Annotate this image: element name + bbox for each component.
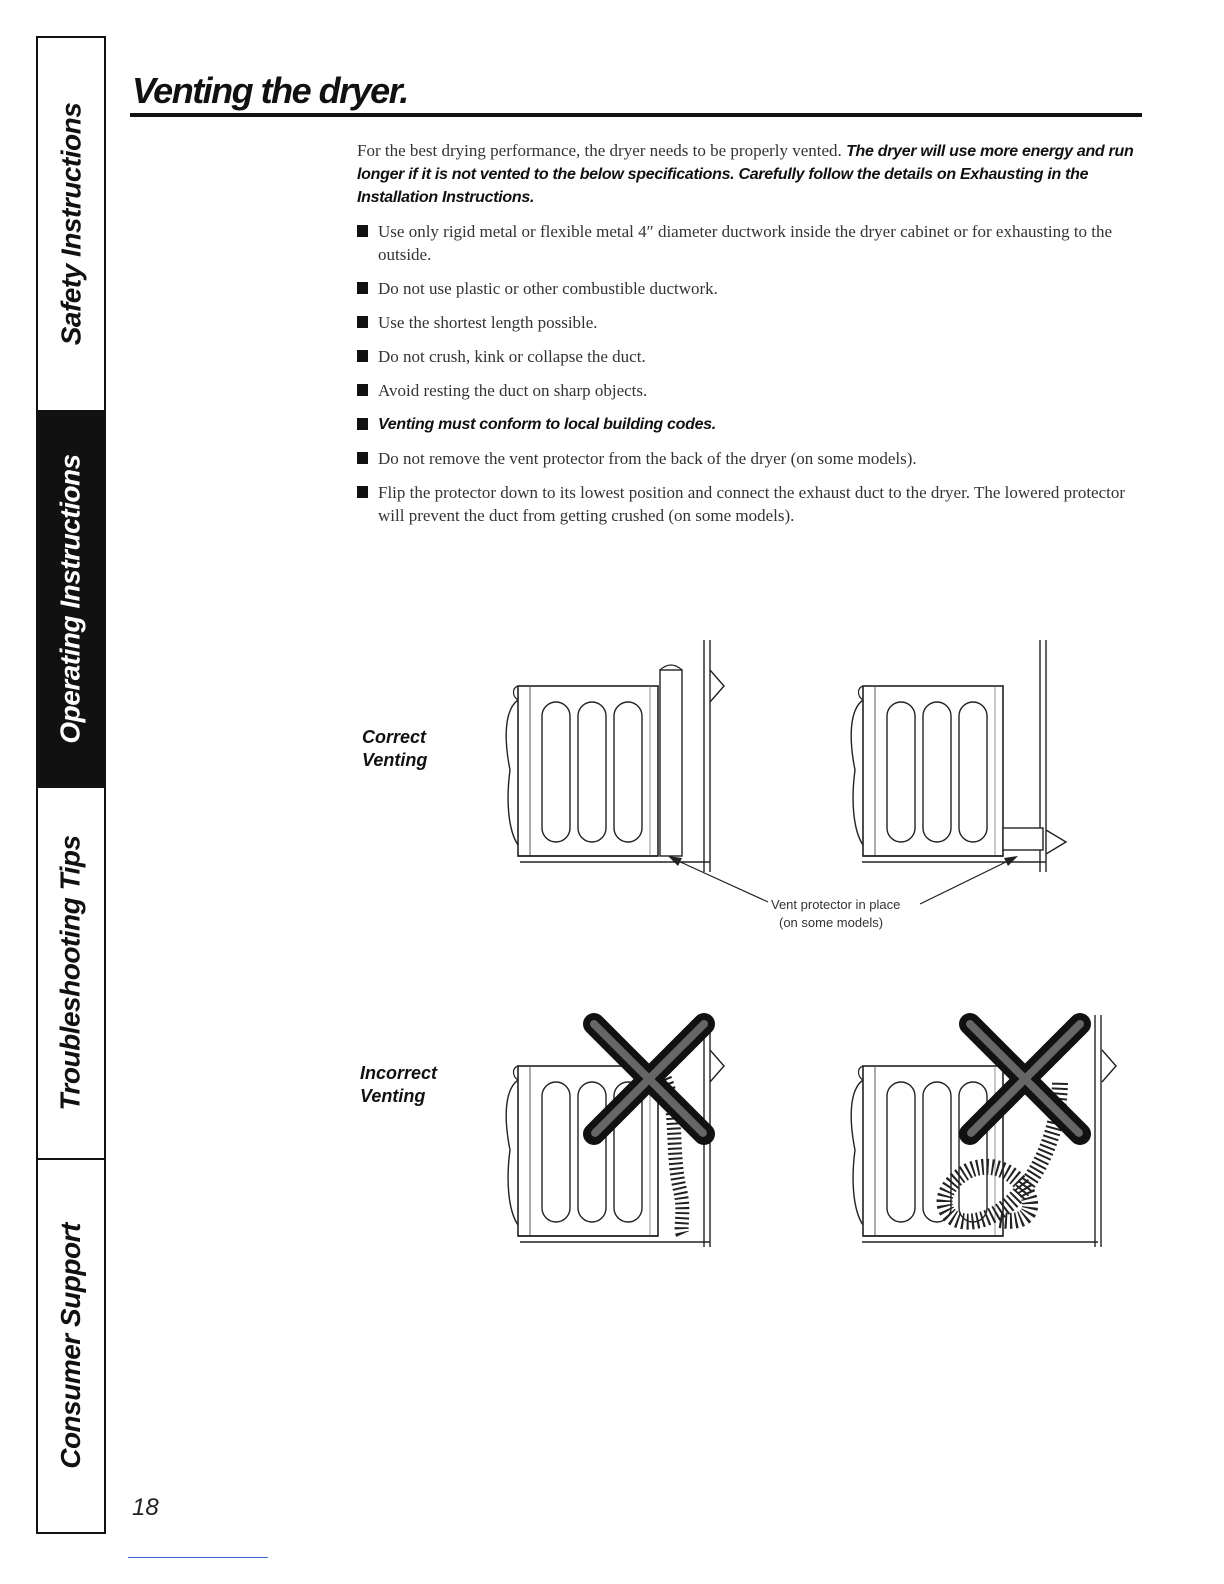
intro-paragraph — [357, 140, 1147, 209]
list-item — [357, 311, 1127, 334]
vent-protector-callout — [668, 856, 1018, 930]
list-item-text: Do not use plastic or other combustible ductwork. — [378, 279, 718, 298]
list-item — [357, 447, 1127, 470]
list-item — [357, 345, 1127, 368]
list-item-text: Do not remove the vent protector from the back of the dryer (on some models). — [378, 449, 917, 468]
list-item-text: Avoid resting the duct on sharp objects. — [378, 381, 648, 400]
incorrect-venting-left-illustration — [506, 1015, 724, 1247]
correct-venting-left-illustration — [506, 640, 724, 872]
bullet-square-icon — [357, 316, 368, 328]
bullet-square-icon — [357, 486, 368, 498]
tab-safety-instructions[interactable] — [38, 38, 104, 412]
venting-requirements-list — [357, 220, 1127, 538]
tab-troubleshooting-tips[interactable] — [38, 788, 104, 1160]
list-item — [357, 379, 1127, 402]
section-tab-bar — [36, 36, 106, 1534]
title-divider — [130, 113, 1142, 117]
correct-venting-label — [362, 726, 427, 772]
bullet-square-icon — [357, 350, 368, 362]
list-item — [357, 277, 1127, 300]
tab-label: Operating Instructions — [55, 454, 86, 744]
page-title: Venting the dryer. — [132, 70, 408, 111]
intro-warning: The dryer will use more energy and run longer if it is not vented to the below specifications. Carefully follow the details on Exhausting in the Installation Instructions. — [357, 143, 1134, 206]
callout-line-1: Vent protector in place — [771, 897, 901, 912]
label-line: Venting — [360, 1086, 426, 1106]
callout-line-2: (on some models) — [779, 915, 884, 930]
label-line: Incorrect — [360, 1063, 438, 1083]
list-item-text: Do not crush, kink or collapse the duct. — [378, 347, 646, 366]
list-item-text: Venting must conform to local building codes. — [378, 416, 716, 433]
incorrect-venting-right-illustration — [851, 1015, 1116, 1247]
tab-label: Consumer Support — [55, 1223, 86, 1469]
intro-text: For the best drying performance, the dryer needs to be properly vented. — [357, 141, 842, 160]
tab-label: Safety Instructions — [55, 102, 86, 346]
tab-consumer-support[interactable] — [38, 1160, 104, 1532]
tab-operating-instructions[interactable] — [38, 412, 104, 788]
bullet-square-icon — [357, 282, 368, 294]
venting-diagrams — [500, 630, 1120, 1250]
bullet-square-icon — [357, 452, 368, 464]
list-item-text: Flip the protector down to its lowest position and connect the exhaust duct to the dryer. The lowered protector will prevent the duct from getting crushed (on some models). — [378, 483, 1126, 525]
bullet-square-icon — [357, 384, 368, 396]
list-item — [357, 481, 1127, 527]
label-line: Correct — [362, 727, 427, 747]
list-item-text: Use only rigid metal or flexible metal 4″ diameter ductwork inside the dryer cabinet or for exhausting to the outside. — [378, 222, 1113, 264]
footer-divider — [128, 1557, 268, 1558]
list-item-text: Use the shortest length possible. — [378, 313, 598, 332]
incorrect-venting-label — [360, 1062, 437, 1108]
list-item — [357, 220, 1127, 266]
bullet-square-icon — [357, 225, 368, 237]
page-number: 18 — [132, 1494, 159, 1521]
correct-venting-right-illustration — [851, 640, 1066, 872]
bullet-square-icon — [357, 418, 368, 430]
tab-label: Troubleshooting Tips — [55, 835, 86, 1111]
list-item-emphasis — [357, 413, 1127, 436]
label-line: Venting — [362, 750, 428, 770]
